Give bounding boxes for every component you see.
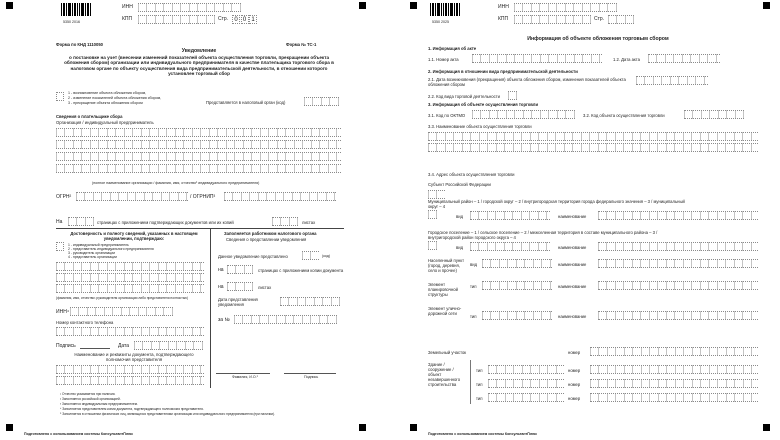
signer-inn-field[interactable] — [70, 307, 173, 316]
region-code-field[interactable] — [428, 190, 445, 199]
building-number-1-label: номер — [568, 368, 581, 373]
planning-type-field[interactable] — [482, 281, 552, 290]
option-2: 2 - изменение показателей объекта обложения сбором, — [68, 96, 162, 100]
planning-name-field[interactable] — [598, 281, 758, 290]
divider — [56, 228, 344, 229]
corner-marker — [763, 424, 770, 431]
plot-number-label: номер — [568, 350, 581, 355]
locality-name-label: наименование — [558, 262, 587, 267]
authority-doc-line-1[interactable] — [56, 365, 204, 374]
building-label: Здание / сооружение / объект незавершенного строительства — [428, 362, 461, 387]
kpp-field[interactable] — [514, 15, 591, 24]
corner-marker — [763, 2, 770, 9]
corner-marker — [6, 2, 13, 9]
signer-option-4: 4 - представитель организации — [68, 255, 117, 259]
officer-name-line[interactable] — [216, 373, 270, 374]
locality-name-field[interactable] — [598, 259, 758, 268]
barcode — [430, 3, 460, 16]
footnote-2: ² Заполняется российской организацией. — [60, 397, 121, 401]
notification-page-2 — [408, 0, 778, 440]
payer-info-heading: Сведения о плательщике сбора — [56, 114, 123, 119]
ogrnip-label: / ОГРНИП³ — [190, 194, 216, 200]
footnote-3: ³ Заполняется индивидуальным предпринимателем. — [60, 402, 138, 406]
option-3: 3 - прекращение объекта обложения сбором — [68, 101, 143, 105]
officer-name-label: Фамилия, И.О.¹ — [232, 375, 258, 379]
reg-number-field[interactable] — [234, 315, 337, 324]
tax-authority-label: Представляется в налоговый орган (код) — [206, 100, 286, 105]
pages-prefix: На — [56, 219, 63, 225]
section-3: 3. Информация об объекте осуществления торговли — [428, 102, 539, 107]
municipal-kind-field[interactable] — [470, 211, 550, 220]
object-address-label: 3.4. Адрес объекта осуществления торговли — [428, 172, 515, 177]
building-type-2-field[interactable] — [488, 379, 564, 388]
section-2: 2. Информация в отношении вида предпринимательской деятельности — [428, 69, 578, 74]
page-label: Стр. — [218, 16, 229, 22]
barcode-number: 5350 2025 — [432, 20, 449, 24]
act-date-field[interactable] — [648, 54, 720, 63]
payer-name-line-3[interactable] — [56, 152, 341, 161]
oktmo-field[interactable] — [472, 110, 575, 119]
object-code-label: 3.2. Код объекта осуществления торговли — [583, 113, 665, 118]
page-digit-3: 1 — [249, 15, 257, 24]
signature-date-field[interactable] — [134, 341, 203, 350]
street-name-field[interactable] — [598, 311, 758, 320]
object-code-field[interactable] — [684, 110, 744, 119]
building-number-3-field[interactable] — [590, 393, 758, 402]
municipal-kind-label: вид — [456, 214, 464, 219]
building-number-3-label: номер — [568, 396, 581, 401]
page-footer: Подготовлено с использованием системы КонсультантПлюс — [428, 432, 538, 436]
submitted-pages-field[interactable] — [227, 265, 253, 274]
form-title: Уведомление — [181, 48, 217, 54]
street-type-label: тип — [470, 314, 477, 319]
building-type-3-field[interactable] — [488, 393, 564, 402]
signature-label: Подпись — [56, 343, 76, 349]
option-1: 1 - возникновение объекта обложения сбором, — [68, 91, 147, 95]
activity-code-label: 2.2. Код вида торговой деятельности — [428, 94, 500, 99]
footnote-1: ¹ Отчество указывается при наличии. — [60, 392, 116, 396]
signer-name-note: (фамилия, имя, отчество¹ руководителя организации либо представителя полностью) — [56, 296, 188, 300]
locality-label: Населенный пункт (город, деревня, село и прочее) — [428, 258, 465, 273]
on-label: на — [218, 267, 224, 273]
payer-name-line-2[interactable] — [56, 140, 341, 149]
inn-field[interactable] — [138, 3, 241, 12]
street-type-field[interactable] — [482, 311, 552, 320]
submission-code-field[interactable] — [302, 251, 319, 260]
object-name-label: 3.3. Наименование объекта осуществления торговли — [428, 124, 532, 129]
corner-marker — [359, 424, 366, 431]
settlement-label: Городское поселение – 1 / сельское поселение – 2 / межселенная территория в составе муниципального района – 3 / внутригородской район городского округа – 4 — [428, 230, 658, 240]
signer-inn-label: ИНН⁴ — [56, 309, 69, 315]
signer-option-1: 1 - индивидуальный предприниматель — [68, 243, 129, 247]
page-digit-2: 0 — [241, 15, 249, 24]
barcode — [61, 3, 91, 16]
authority-doc-line-2[interactable] — [56, 376, 204, 385]
form-title-text: о постановке на учет (внесении изменений показателей объекта осуществления торговли, прекращении объекта обложения сбором) организации или индивидуального предпринимателя в качестве плательщика торгового сбора в налоговом органе по объекту осуществления вида предпринимательской деятельности, в отношении которого установлен торговый сбор — [64, 55, 334, 76]
footnote-4: ⁴ Заполняется представителем копии документа, подтверждающего полномочия представителя. — [60, 407, 204, 411]
locality-kind-label: вид — [470, 262, 478, 267]
payer-info-subheading: Организация / индивидуальный предприниматель — [56, 120, 154, 125]
kpp-label: КПП — [498, 16, 509, 22]
act-date-label: 1.2. Дата акта — [613, 57, 640, 62]
tax-authority-code-field[interactable] — [304, 97, 339, 106]
inn-label: ИНН — [122, 4, 133, 10]
date-label: Дата — [118, 343, 130, 349]
payer-name-line-4[interactable] — [56, 164, 341, 173]
officer-signature-line[interactable] — [284, 373, 336, 374]
planning-type-label: тип — [470, 284, 477, 289]
signer-name-line-2[interactable] — [56, 273, 204, 282]
phone-field[interactable] — [56, 327, 204, 336]
building-number-1-field[interactable] — [590, 365, 758, 374]
signer-type-field[interactable] — [56, 242, 65, 251]
submission-date-label: Дата представления уведомления — [218, 297, 258, 307]
sheets-on-label: на — [218, 284, 224, 290]
signer-name-line-3[interactable] — [56, 284, 204, 293]
building-type-1-label: тип — [476, 368, 483, 373]
kpp-label: КПП — [122, 16, 133, 22]
ogrn-label: ОГРН² — [56, 194, 72, 200]
plot-number-field[interactable] — [590, 347, 758, 356]
tax-officer-title: Заполняется работником налогового органа — [224, 231, 317, 236]
locality-kind-field[interactable] — [482, 259, 552, 268]
ogrn-field[interactable] — [76, 192, 188, 201]
municipal-name-label: наименование — [558, 214, 587, 219]
building-number-2-field[interactable] — [590, 379, 758, 388]
notification-page-1 — [4, 0, 374, 440]
oktmo-label: 3.1. Код по ОКТМО — [428, 113, 466, 118]
payer-name-note: (полное наименование организации / фамилия, имя, отчество¹ индивидуального предпринимателя) — [92, 181, 260, 185]
reg-number-label: за № — [218, 317, 230, 323]
corner-marker — [6, 424, 13, 431]
corner-marker — [410, 2, 417, 9]
payer-name-line-1[interactable] — [56, 128, 341, 137]
info-title: Информация об объекте обложения торговым сбором — [527, 36, 669, 42]
building-type-2-label: тип — [476, 382, 483, 387]
corner-marker — [359, 2, 366, 9]
sheets-label: листах — [302, 220, 316, 225]
region-label: Субъект Российской Федерации — [428, 182, 491, 187]
pages-count-field[interactable] — [68, 217, 94, 226]
page-label: Стр. — [594, 16, 605, 22]
building-type-1-field[interactable] — [488, 365, 564, 374]
pages-text: страницах с приложением подтверждающих документов или их копий — [97, 220, 234, 225]
ogrnip-field[interactable] — [224, 192, 336, 201]
settlement-type-field[interactable] — [428, 241, 437, 250]
act-number-field[interactable] — [472, 54, 602, 63]
barcode-number: 5350 2016 — [63, 20, 80, 24]
municipal-label: Муниципальный район – 1 / городской округ – 2 / внутригородская территория города федерального значения – 3 / муниципальный округ – 4 — [428, 199, 685, 209]
sheets-count-field[interactable] — [272, 217, 298, 226]
page-digit-1: 0 — [232, 15, 240, 24]
building-number-2-label: номер — [568, 382, 581, 387]
authority-doc-caption: Наименование и реквизиты документа, подтверждающего полномочия представителя — [74, 352, 194, 362]
notification-type-field[interactable] — [56, 92, 65, 101]
settlement-name-label: наименование — [558, 245, 587, 250]
inn-label: ИНН — [498, 4, 509, 10]
tax-officer-subtitle: Сведения о представлении уведомления — [226, 237, 307, 242]
code-label: (код) — [322, 254, 331, 258]
plot-label: Земельный участок — [428, 350, 467, 355]
submitted-label: Данное уведомление представлено — [218, 254, 288, 259]
page-number-field[interactable] — [608, 15, 634, 24]
act-number-label: 1.1. Номер акта — [428, 57, 459, 62]
settlement-name-field[interactable] — [598, 242, 758, 251]
submitted-sheets-field[interactable] — [227, 282, 253, 291]
signature-line[interactable] — [80, 348, 110, 349]
building-type-3-label: тип — [476, 396, 483, 401]
activity-date-field[interactable] — [636, 76, 708, 85]
submitted-sheets-label: листах — [258, 285, 272, 290]
corner-marker — [410, 424, 417, 431]
activity-code-field[interactable] — [508, 91, 517, 100]
object-name-line-2[interactable] — [428, 143, 758, 152]
kpp-field[interactable] — [138, 15, 215, 24]
form-number: Форма № ТС-1 — [286, 42, 317, 47]
phone-label: Номер контактного телефона — [56, 320, 114, 325]
street-label: Элемент улично-дорожной сети — [428, 306, 462, 316]
activity-date-label: 2.1. Дата возникновения (прекращения) объекта обложения сбором, изменения показателей объекта обложения сбором — [428, 77, 626, 87]
form-knd: Форма по КНД 1110050 — [56, 42, 103, 47]
signer-name-line-1[interactable] — [56, 262, 204, 271]
bracket — [470, 360, 471, 404]
submission-date-field[interactable] — [280, 297, 340, 306]
page-number-field[interactable] — [232, 15, 258, 24]
inn-field[interactable] — [514, 3, 617, 12]
submitted-pages-text: страницах с приложением копии документа — [258, 268, 344, 273]
page-footer: Подготовлено с использованием системы КонсультантПлюс — [24, 432, 134, 436]
object-name-line-1[interactable] — [428, 132, 758, 141]
municipal-name-field[interactable] — [598, 211, 758, 220]
section-1: 1. Информация об акте — [428, 46, 477, 51]
confirmation-title: Достоверность и полноту сведений, указанных в настоящем уведомлении, подтверждаю: — [70, 231, 198, 241]
settlement-kind-label: вид — [456, 245, 464, 250]
officer-signature-label: Подпись — [304, 375, 319, 379]
planning-label: Элемент планировочной структуры — [428, 282, 458, 297]
signer-option-3: 3 - руководитель организации — [68, 251, 116, 255]
street-name-label: наименование — [558, 314, 587, 319]
footnote-5: ⁵ Заполняется в отношении физических лиц, являющихся представителями организации или индивидуального предпринимателя (при наличии). — [60, 412, 276, 416]
municipal-type-field[interactable] — [428, 210, 437, 219]
settlement-kind-field[interactable] — [470, 242, 550, 251]
planning-name-label: наименование — [558, 284, 587, 289]
divider — [210, 228, 211, 388]
signer-option-2: 2 - представитель индивидуального предпринимателя — [68, 247, 154, 251]
